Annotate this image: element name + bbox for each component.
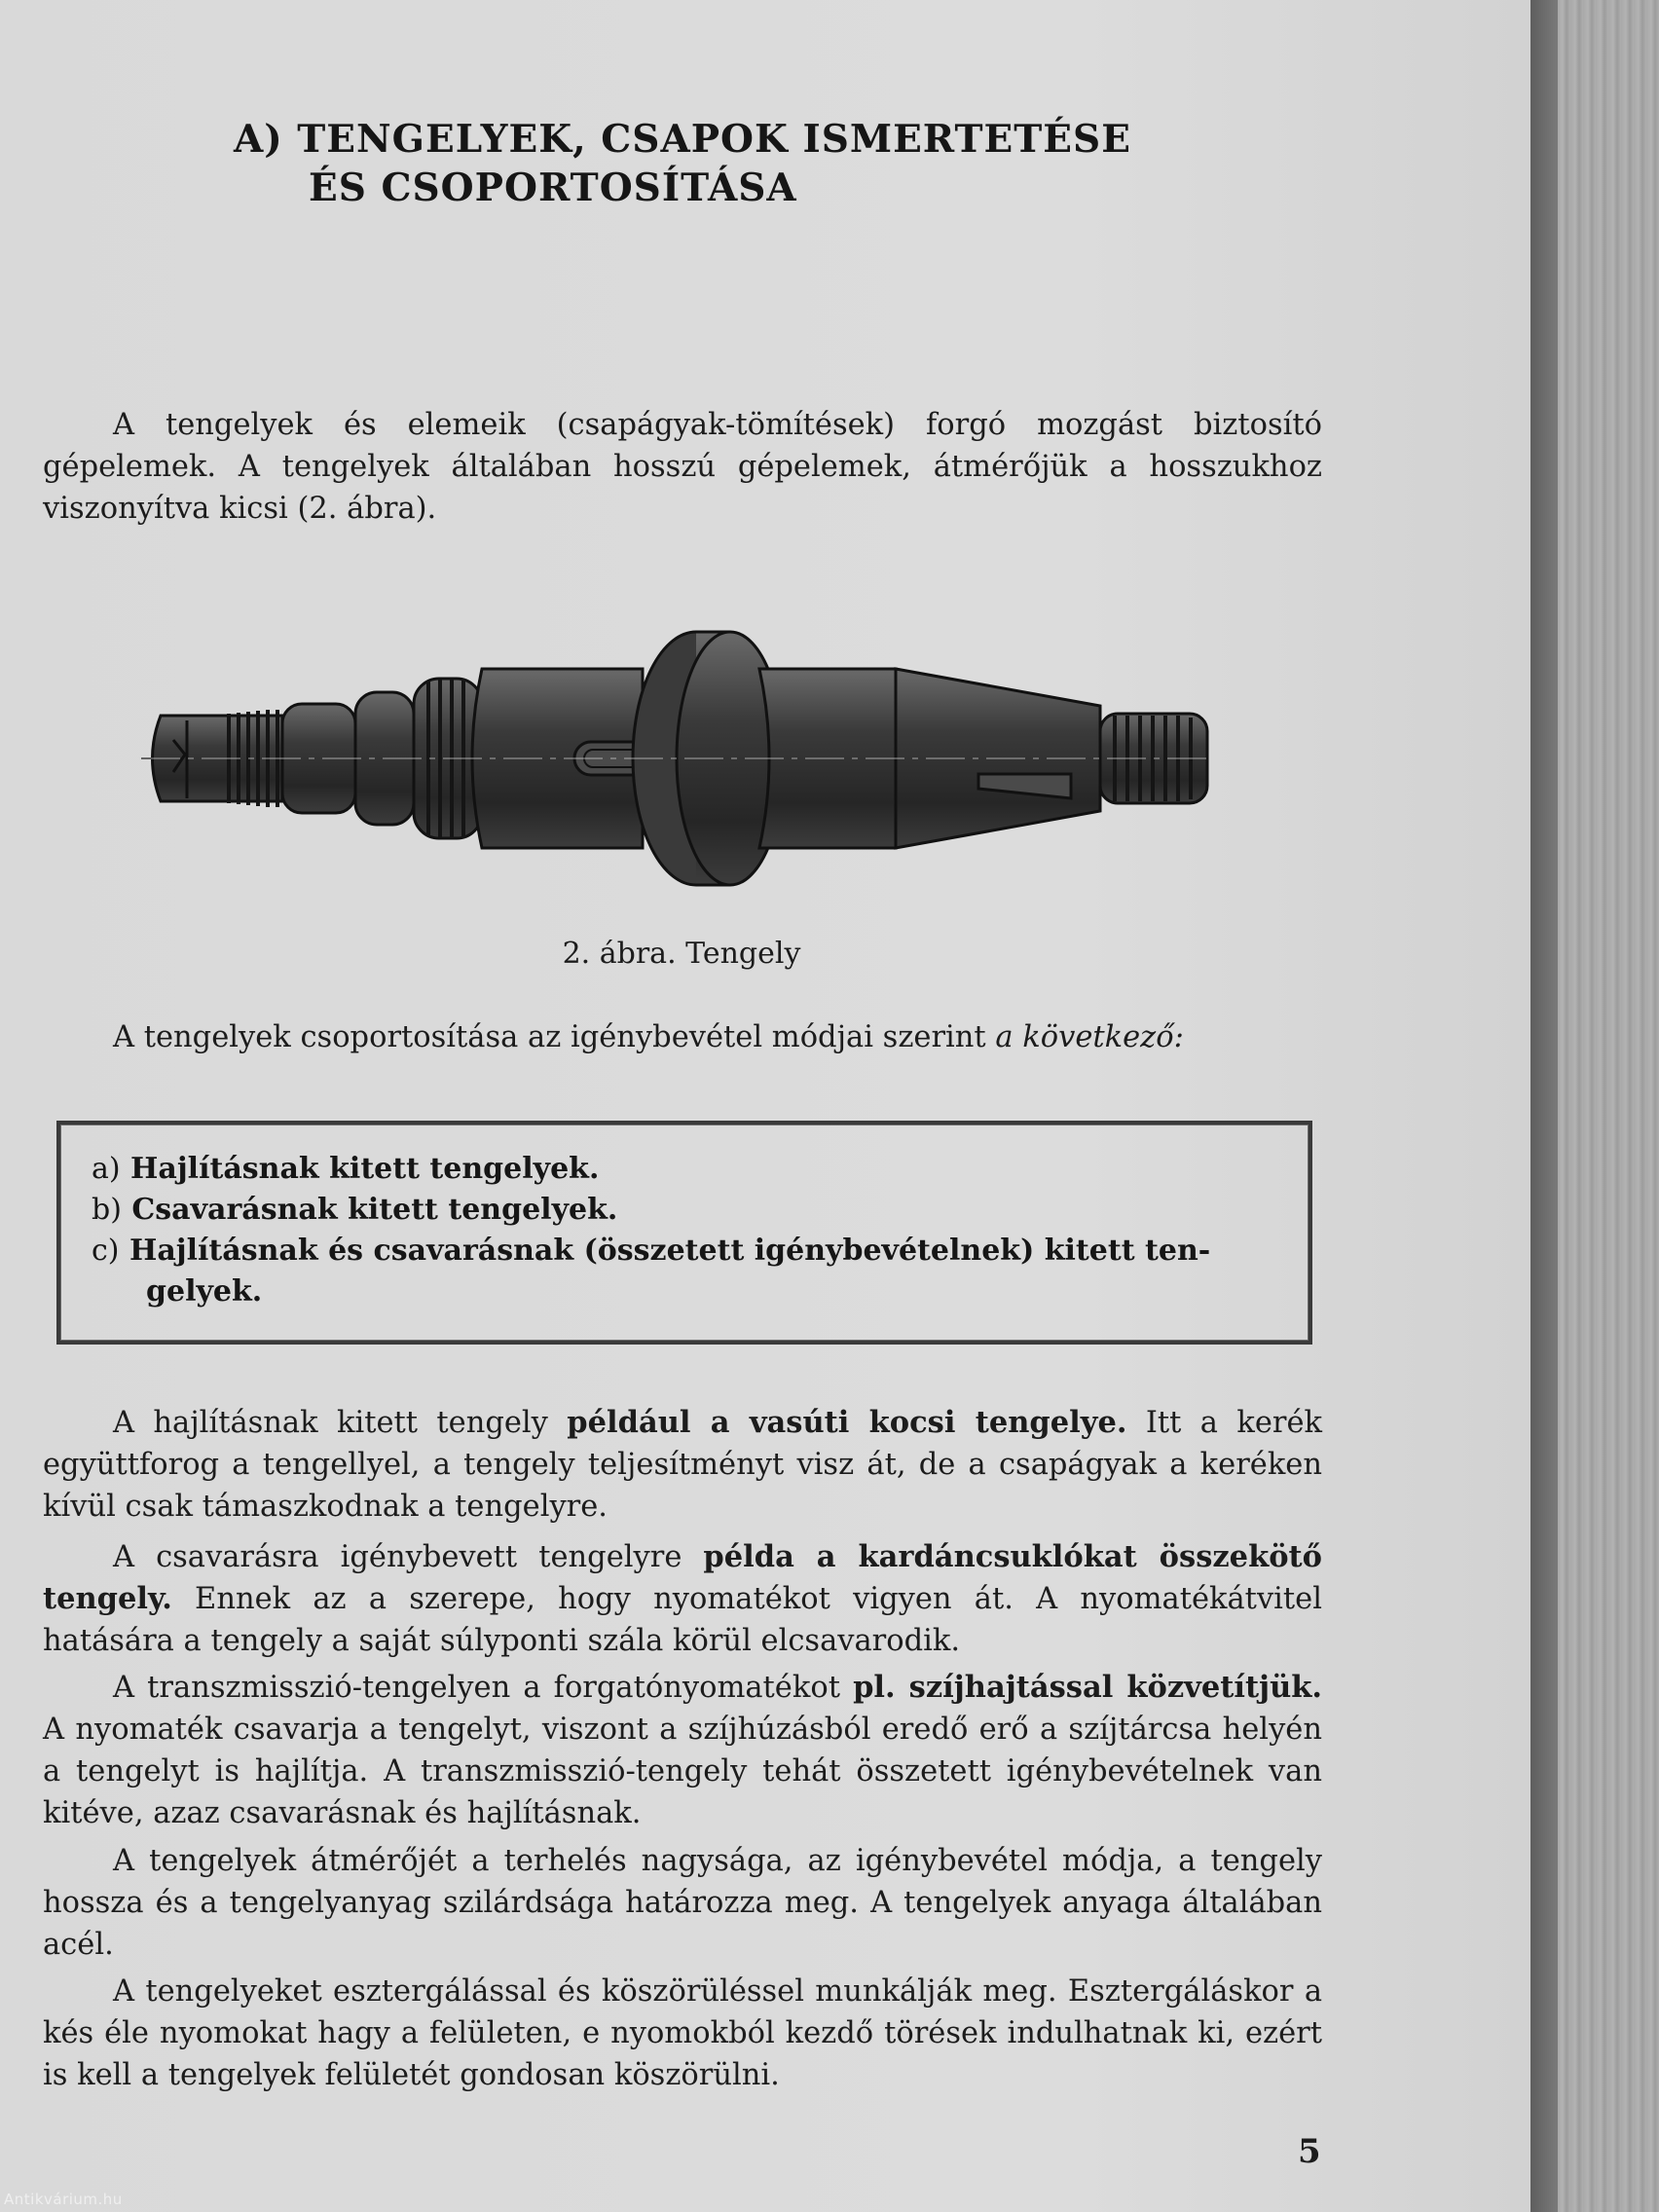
- p2-text-c: Ennek az a szerepe, hogy nyomatékot vigyen át. A nyomatékátvitel hatására a tengely a saját súlyponti szála körül elcsavarodik.: [43, 1582, 1322, 1658]
- figure-caption: 2. ábra. Tengely: [562, 937, 801, 971]
- list-item-text: Hajlításnak kitett tengelyek.: [130, 1152, 600, 1186]
- list-item: [92, 1190, 1289, 1231]
- watermark: Antikvárium.hu: [4, 2191, 123, 2208]
- page-stack-edge: [1558, 0, 1659, 2212]
- page-edge-shadow: [1530, 0, 1558, 2212]
- classification-intro: [43, 1016, 1322, 1058]
- section-heading: [234, 115, 1131, 212]
- page-number: 5: [1298, 2132, 1321, 2171]
- list-marker: c): [92, 1234, 120, 1268]
- p2-text-bold: példa a kardáncsuklókat összekötő tengely.: [43, 1539, 1322, 1616]
- p1-text-bold: például a vasúti kocsi tengelye.: [567, 1405, 1127, 1440]
- p3-text-c: A nyomaték csavarja a tengelyt, viszont a szíjhúzásból eredő erő a szíjtárcsa helyén a tengelyt is hajlítja. A transzmisszió-tengely tehát összetett igénybevételnek van kitéve, azaz csavarásnak és hajlításnak.: [43, 1713, 1322, 1830]
- p3-text-a: A transzmisszió-tengelyen a forgatónyomatékot: [113, 1671, 854, 1705]
- classification-intro-emphasis: a következő:: [995, 1020, 1184, 1054]
- p3-text-bold: pl. szíjhajtással közvetítjük.: [853, 1670, 1323, 1705]
- shaft-drawing-icon: [136, 608, 1222, 901]
- list-item: [92, 1149, 1289, 1190]
- paragraph-machining: A tengelyeket esztergálással és köszörüléssel munkálják meg. Esztergáláskor a kés éle nyomokat hagy a felületen, e nyomokból kezdő törések indulhatnak ki, ezért is kell a tengelyek felületét gondosan köszörülni.: [43, 1974, 1322, 2092]
- list-item: [92, 1231, 1289, 1312]
- list-item-text: Csavarásnak kitett tengelyek.: [131, 1193, 618, 1227]
- list-marker: b): [92, 1193, 122, 1227]
- list-item-text-continued: gelyek.: [146, 1274, 263, 1309]
- paragraph-torsion-shaft: [43, 1536, 1322, 1662]
- paragraph-diameter: A tengelyek átmérőjét a terhelés nagysága, az igénybevétel módja, a tengely hossza és a tengelyanyag szilárdsága határozza meg. A tengelyek anyaga általában acél.: [43, 1844, 1322, 1962]
- paragraph-bending-shaft: [43, 1402, 1322, 1528]
- paragraph-transmission-shaft: [43, 1667, 1322, 1834]
- intro-paragraph: A tengelyek és elemeik (csapágyak-tömítések) forgó mozgást biztosító gépelemek. A tengelyek általában hosszú gépelemek, átmérőjük a hosszukhoz viszonyítva kicsi (2. ábra).: [43, 408, 1322, 526]
- heading-line-2: ÉS CSOPORTOSÍTÁSA: [309, 166, 797, 210]
- list-item-text: Hajlításnak és csavarásnak (összetett igénybevételnek) kitett ten-: [129, 1234, 1211, 1268]
- p1-text-c: Itt a kerék együttforog a tengellyel, a tengely teljesítményt visz át, de a csapágyak a keréken kívül csak támaszkodnak a tengelyre.: [43, 1406, 1322, 1524]
- list-marker: a): [92, 1152, 121, 1186]
- p1-text-a: A hajlításnak kitett tengely: [113, 1406, 568, 1440]
- heading-line-1: A) TENGELYEK, CSAPOK ISMERTETÉSE: [234, 117, 1131, 162]
- p2-text-a: A csavarásra igénybevett tengelyre: [113, 1540, 704, 1574]
- classification-intro-text: A tengelyek csoportosítása az igénybevétel módjai szerint: [113, 1020, 996, 1054]
